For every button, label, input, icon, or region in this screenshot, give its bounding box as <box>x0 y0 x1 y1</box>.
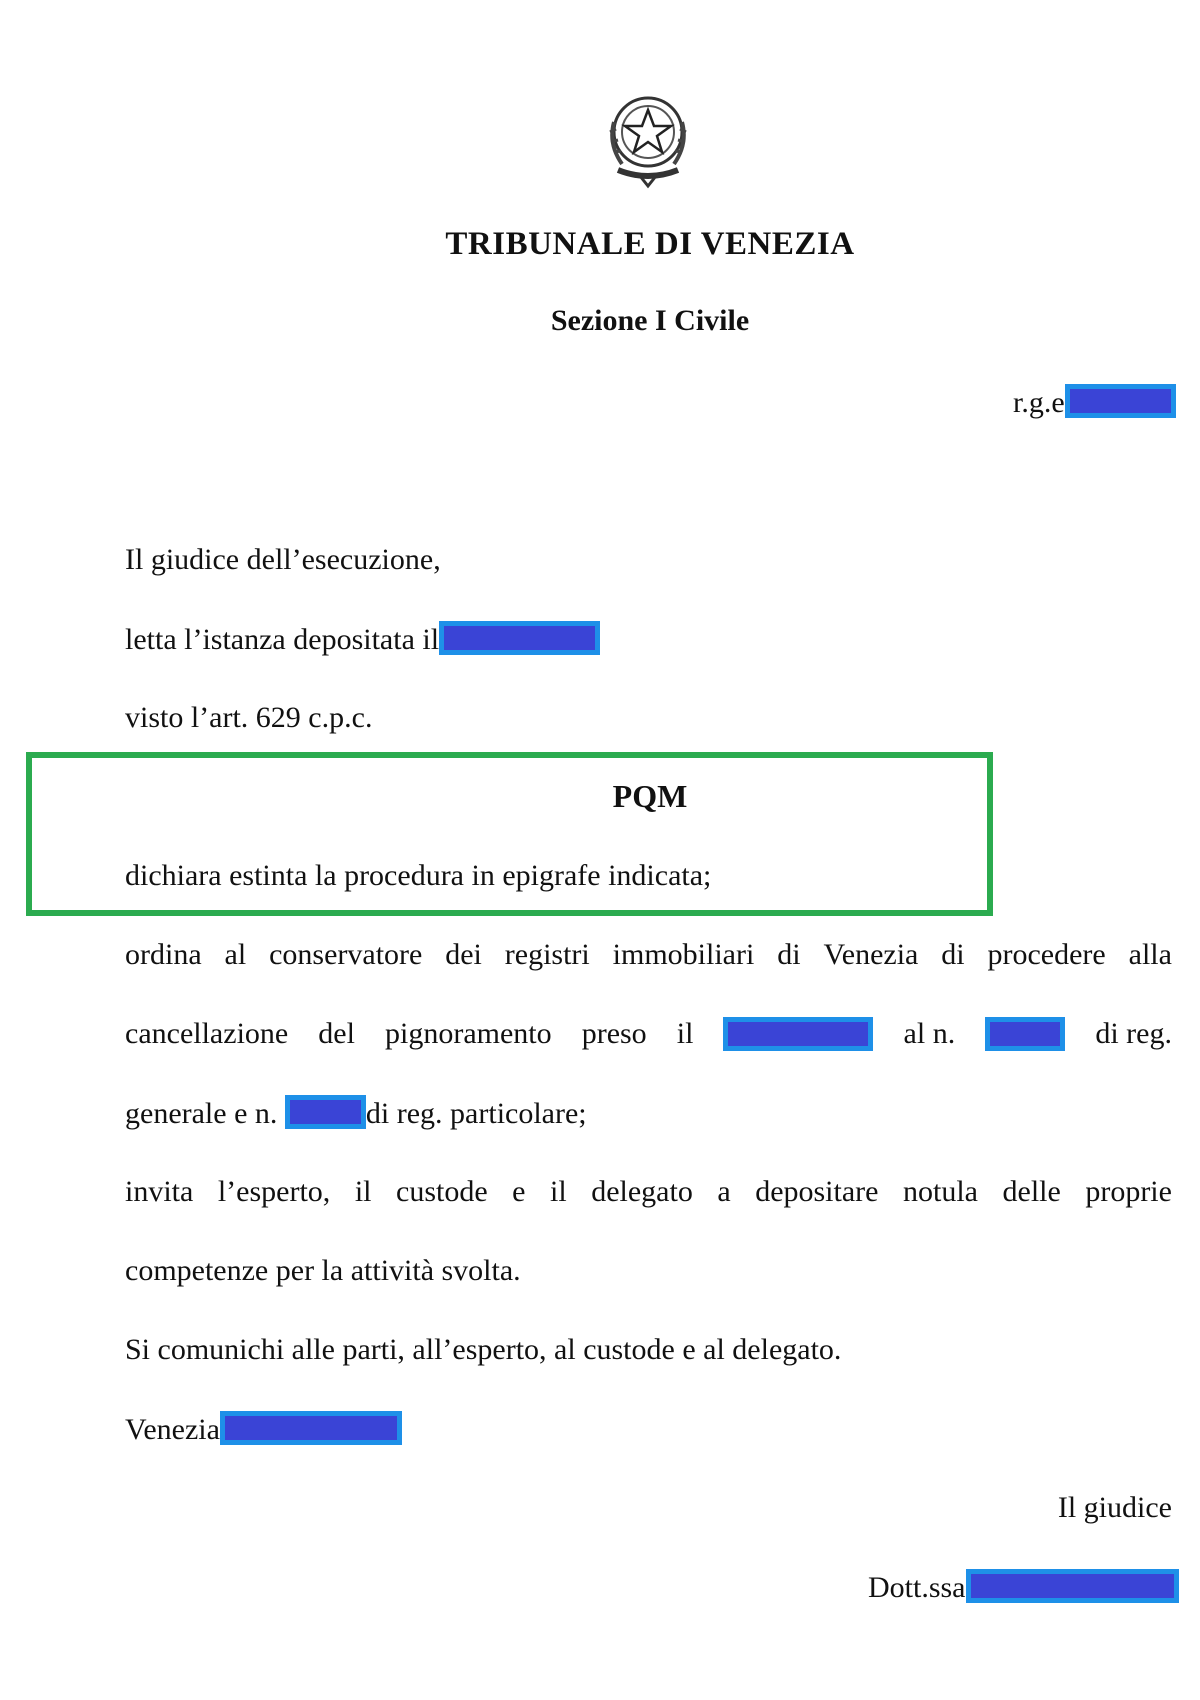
declaration-line: dichiara estinta la procedura in epigrafe indicata; <box>125 859 712 892</box>
republic-emblem-icon <box>600 82 696 192</box>
invite-line: invita l’esperto, il custode e il delegato a depositare notula delle proprie <box>125 1175 1172 1208</box>
pqm-heading: PQM <box>612 778 688 814</box>
redacted-request-date <box>439 621 600 655</box>
redacted-date <box>220 1411 402 1445</box>
intro-line: Il giudice dell’esecuzione, <box>125 543 441 576</box>
register-line: generale e n. di reg. particolare; <box>125 1097 587 1130</box>
judge-signature-line: Dott.ssa <box>868 1569 1179 1606</box>
case-label: r.g.e <box>1013 386 1065 419</box>
redacted-general-register-number <box>985 1017 1065 1051</box>
order-line: ordina al conservatore dei registri immobiliari di Venezia di procedere alla <box>125 938 1172 971</box>
request-line <box>125 621 600 658</box>
request-text: letta l’istanza depositata il <box>125 623 440 656</box>
redacted-pledge-date <box>723 1017 873 1051</box>
communication-line: Si comunichi alle parti, all’esperto, al custode e al delegato. <box>125 1333 842 1366</box>
competence-line: competenze per la attività svolta. <box>125 1254 521 1287</box>
redacted-particular-register-number <box>285 1095 366 1129</box>
court-title: TRIBUNALE DI VENEZIA <box>445 226 855 262</box>
section-title: Sezione I Civile <box>550 304 750 337</box>
place-date-line: Venezia <box>125 1411 402 1448</box>
cancellation-line: cancellazione del pignoramento preso il al n. di reg. <box>125 1017 1172 1050</box>
article-line: visto l’art. 629 c.p.c. <box>125 701 373 734</box>
case-number-line <box>1013 384 1176 421</box>
redacted-judge-name <box>966 1569 1179 1603</box>
judge-role: Il giudice <box>1057 1491 1172 1524</box>
redacted-case-number <box>1065 384 1176 418</box>
